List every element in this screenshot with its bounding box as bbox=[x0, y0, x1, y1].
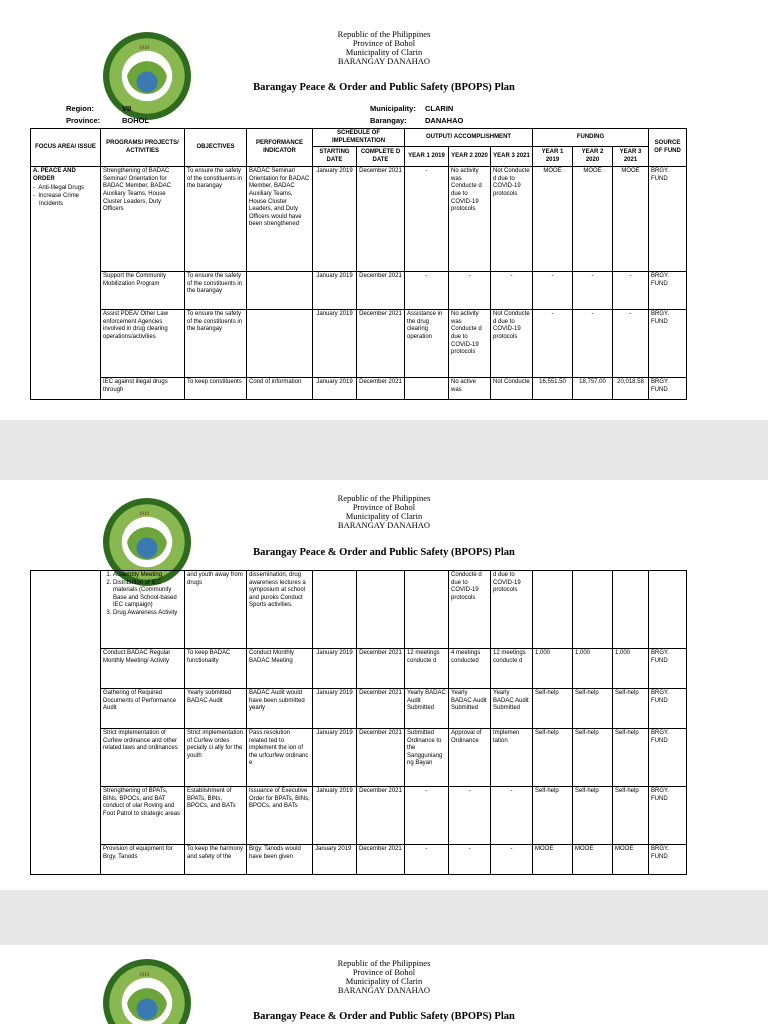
source-cell bbox=[649, 571, 687, 649]
indicator-cell: BADAC Audit would have been submitted yearly bbox=[247, 689, 313, 729]
program-cell: Strengthening of BADAC Seminar/ Orientation for BADAC Member, BADAC Auxiliary Teams, House Cluster Leaders, Duty Officers bbox=[101, 167, 185, 272]
municipality-label: Municipality: bbox=[370, 104, 416, 113]
output-y1-cell: - bbox=[405, 272, 449, 310]
indicator-cell: Issuance of Executive Order for BPATs, BINs, BPOCs, and BATs bbox=[247, 787, 313, 845]
focus-item: - Increase Crime Incidents bbox=[33, 192, 80, 207]
output-y3-cell: Not Conducte d due to COVID-19 protocols bbox=[491, 167, 533, 272]
indicator-cell: Brgy. Tanods would have been given bbox=[247, 845, 313, 875]
source-cell: BRGY. FUND bbox=[649, 167, 687, 272]
document-header bbox=[0, 494, 768, 530]
focus-item: - Anti-Illegal Drugs bbox=[33, 185, 85, 192]
funding-y3-cell: Self-help bbox=[613, 729, 649, 787]
output-y3-cell: - bbox=[491, 272, 533, 310]
col-funding-year1: YEAR 1 2019 bbox=[533, 147, 573, 167]
header-province: Province of Bohol bbox=[352, 38, 416, 48]
document-page-3 bbox=[0, 945, 768, 1024]
col-performance-indicator: PERFORMANCE INDICATOR bbox=[247, 129, 313, 167]
funding-y1-cell: Self-help bbox=[533, 729, 573, 787]
header-barangay: BARANGAY DANAHAO bbox=[337, 56, 431, 66]
program-cell: Conduct BADAC Regular Monthly Meeting/ Activity bbox=[101, 649, 185, 689]
objective-cell: Establishment of BPATs, BINs, BPOCs, and BATs bbox=[185, 787, 247, 845]
barangay-label: Barangay: bbox=[370, 116, 407, 125]
list-item: 1. Assembly Meeting bbox=[113, 572, 182, 580]
end-date-cell: December 2021 bbox=[357, 689, 405, 729]
funding-y1-cell bbox=[533, 571, 573, 649]
objective-cell: and youth away from drugs bbox=[185, 571, 247, 649]
objective-cell: Strict implementation of Curfew ordes pecially ci ally for the youth bbox=[185, 729, 247, 787]
bpops-plan-table bbox=[30, 128, 687, 400]
source-cell: BRGY. FUND bbox=[649, 649, 687, 689]
output-y2-cell: Conducte d due to COVID-19 protocols bbox=[449, 571, 491, 649]
start-date-cell: January 2019 bbox=[313, 310, 357, 378]
output-y1-cell: - bbox=[405, 845, 449, 875]
plan-title: Barangay Peace & Order and Public Safety (BPOPS) Plan bbox=[253, 1011, 515, 1022]
col-programs: PROGRAMS/ PROJECTS/ ACTIVITIES bbox=[101, 129, 185, 167]
page-gap bbox=[0, 890, 768, 945]
funding-y2-cell: Self-help bbox=[573, 689, 613, 729]
barangay-seal-logo: 1919 bbox=[103, 959, 191, 1024]
start-date-cell: January 2019 bbox=[313, 272, 357, 310]
plan-title: Barangay Peace & Order and Public Safety (BPOPS) Plan bbox=[253, 547, 515, 558]
table-row bbox=[31, 689, 687, 729]
output-y1-cell bbox=[405, 571, 449, 649]
funding-y2-cell: 1,000 bbox=[573, 649, 613, 689]
focus-area-cell bbox=[31, 167, 101, 400]
table-row bbox=[31, 310, 687, 378]
output-y3-cell: 12 meetings conducte d bbox=[491, 649, 533, 689]
funding-y2-cell: - bbox=[573, 310, 613, 378]
table-row bbox=[31, 167, 687, 272]
output-y1-cell: - bbox=[405, 167, 449, 272]
output-y1-cell: - bbox=[405, 787, 449, 845]
program-cell: IEC against illegal drugs through bbox=[101, 378, 185, 400]
indicator-cell bbox=[247, 272, 313, 310]
col-objectives: OBJECTIVES bbox=[185, 129, 247, 167]
start-date-cell: January 2019 bbox=[313, 378, 357, 400]
output-y2-cell: Yearly BADAC Audit Submitted bbox=[449, 689, 491, 729]
document-page-1 bbox=[0, 0, 768, 420]
end-date-cell: December 2021 bbox=[357, 649, 405, 689]
col-output: OUTPUT/ ACCOMPLISHMENT bbox=[405, 129, 533, 147]
barangay-value: DANAHAO bbox=[425, 116, 464, 125]
header-province: Province of Bohol bbox=[352, 967, 416, 977]
source-cell: BRGY. FUND bbox=[649, 310, 687, 378]
page-gap bbox=[0, 420, 768, 480]
indicator-cell: Cond of information bbox=[247, 378, 313, 400]
header-province: Province of Bohol bbox=[352, 502, 416, 512]
header-municipality: Municipality of Clarin bbox=[345, 511, 423, 521]
objective-cell: To ensure the safety of the constituents in the barangay bbox=[185, 167, 247, 272]
document-page-2 bbox=[0, 480, 768, 890]
funding-y2-cell bbox=[573, 571, 613, 649]
header-republic: Republic of the Philippines bbox=[337, 29, 431, 39]
output-y1-cell: Submitted Ordinance to the Sangguniang ng Bayan bbox=[405, 729, 449, 787]
table-row bbox=[31, 787, 687, 845]
output-y2-cell: - bbox=[449, 272, 491, 310]
table-row bbox=[31, 845, 687, 875]
program-cell: Gathering of Required Documents of Performance Audit bbox=[101, 689, 185, 729]
start-date-cell: January 2019 bbox=[313, 787, 357, 845]
objective-cell: To keep constituents bbox=[185, 378, 247, 400]
funding-y1-cell: MOOE bbox=[533, 845, 573, 875]
output-y3-cell: Implemen tation bbox=[491, 729, 533, 787]
province-row bbox=[66, 116, 149, 125]
end-date-cell: December 2021 bbox=[357, 272, 405, 310]
end-date-cell: December 2021 bbox=[357, 167, 405, 272]
output-y2-cell: 4 meetings conducted bbox=[449, 649, 491, 689]
col-output-year3: YEAR 3 2021 bbox=[491, 147, 533, 167]
indicator-cell: BADAC Seminar/ Orientation for BADAC Member, BADAC Auxiliary Teams, House Cluster Leaders, and Duty Officers would have been strengthened bbox=[247, 167, 313, 272]
funding-y3-cell: MOOE bbox=[613, 167, 649, 272]
header-municipality: Municipality of Clarin bbox=[345, 47, 423, 57]
table-row bbox=[31, 649, 687, 689]
funding-y1-cell: - bbox=[533, 272, 573, 310]
source-cell: BRGY. FUND bbox=[649, 272, 687, 310]
indicator-cell: dissemination, drug awareness lectures a symposium at school and puroks Conduct Sports activities. bbox=[247, 571, 313, 649]
col-schedule: SCHEDULE OF IMPLEMENTATION bbox=[313, 129, 405, 147]
source-cell: BRGY. FUND bbox=[649, 689, 687, 729]
header-barangay: BARANGAY DANAHAO bbox=[337, 985, 431, 995]
municipality-row bbox=[370, 104, 453, 113]
output-y2-cell: No activity was Conducte d due to COVID-19 protocols bbox=[449, 310, 491, 378]
province-value: BOHOL bbox=[122, 116, 150, 125]
col-starting-date: STARTING DATE bbox=[313, 147, 357, 167]
end-date-cell: December 2021 bbox=[357, 729, 405, 787]
funding-y2-cell: 18,757.00 bbox=[573, 378, 613, 400]
end-date-cell: December 2021 bbox=[357, 787, 405, 845]
source-cell: BRGY. FUND bbox=[649, 787, 687, 845]
funding-y1-cell: - bbox=[533, 310, 573, 378]
funding-y1-cell: 16,551.50 bbox=[533, 378, 573, 400]
output-y2-cell: - bbox=[449, 787, 491, 845]
program-cell bbox=[101, 571, 185, 649]
funding-y3-cell: 1,000 bbox=[613, 649, 649, 689]
indicator-cell: Conduct Monthly BADAC Meeting bbox=[247, 649, 313, 689]
table-row bbox=[31, 272, 687, 310]
objective-cell: To ensure the safety of the constituents in the barangay bbox=[185, 310, 247, 378]
region-label: Region: bbox=[66, 104, 94, 113]
plan-title: Barangay Peace & Order and Public Safety (BPOPS) Plan bbox=[253, 82, 515, 93]
funding-y3-cell: MOOE bbox=[613, 845, 649, 875]
document-header bbox=[0, 959, 768, 995]
indicator-cell: Pass resolution related ted to implement the ion of the urfcurfew ordinanc e bbox=[247, 729, 313, 787]
objective-cell: To ensure the safety of the constituents in the barangay bbox=[185, 272, 247, 310]
objective-cell: To keep BADAC functionality bbox=[185, 649, 247, 689]
barangay-row bbox=[370, 116, 463, 125]
end-date-cell: December 2021 bbox=[357, 378, 405, 400]
objective-cell: Yearly submitted BADAC Audit bbox=[185, 689, 247, 729]
output-y1-cell: Yearly BADAC Audit Submitted bbox=[405, 689, 449, 729]
header-republic: Republic of the Philippines bbox=[337, 958, 431, 968]
document-header bbox=[0, 30, 768, 66]
col-funding-year2: YEAR 2 2020 bbox=[573, 147, 613, 167]
funding-y2-cell: Self-help bbox=[573, 729, 613, 787]
output-y3-cell: Not Conducte bbox=[491, 378, 533, 400]
objective-cell: To keep the harmony and safety of the bbox=[185, 845, 247, 875]
funding-y2-cell: MOOE bbox=[573, 845, 613, 875]
col-completed-date: COMPLETE D DATE bbox=[357, 147, 405, 167]
indicator-cell bbox=[247, 310, 313, 378]
funding-y3-cell: 20,018.58 bbox=[613, 378, 649, 400]
output-y1-cell: Assistance in the drug clearing operation bbox=[405, 310, 449, 378]
output-y3-cell: Yearly BADAC Audit Submitted bbox=[491, 689, 533, 729]
funding-y2-cell: Self-help bbox=[573, 787, 613, 845]
table-row bbox=[31, 729, 687, 787]
end-date-cell bbox=[357, 571, 405, 649]
source-cell: BRGY. FUND bbox=[649, 845, 687, 875]
end-date-cell: December 2021 bbox=[357, 310, 405, 378]
output-y3-cell: - bbox=[491, 845, 533, 875]
start-date-cell: January 2019 bbox=[313, 845, 357, 875]
output-y2-cell: No active was bbox=[449, 378, 491, 400]
source-cell: BRGY. FUND bbox=[649, 378, 687, 400]
list-item: 3. Drug Awareness Activity bbox=[113, 610, 182, 618]
province-label: Province: bbox=[66, 116, 101, 125]
funding-y1-cell: MOOE bbox=[533, 167, 573, 272]
col-output-year1: YEAR 1 2019 bbox=[405, 147, 449, 167]
start-date-cell: January 2019 bbox=[313, 729, 357, 787]
funding-y1-cell: 1,000 bbox=[533, 649, 573, 689]
funding-y3-cell: Self-help bbox=[613, 787, 649, 845]
program-cell: Strict implementation of Curfew ordinance and other related laws and ordinances bbox=[101, 729, 185, 787]
header-municipality: Municipality of Clarin bbox=[345, 976, 423, 986]
table-row bbox=[31, 571, 687, 649]
header-republic: Republic of the Philippines bbox=[337, 493, 431, 503]
funding-y3-cell bbox=[613, 571, 649, 649]
output-y3-cell: - bbox=[491, 787, 533, 845]
table-row bbox=[31, 378, 687, 400]
col-funding: FUNDING bbox=[533, 129, 649, 147]
col-output-year2: YEAR 2 2020 bbox=[449, 147, 491, 167]
bpops-plan-table-continued bbox=[30, 570, 687, 875]
output-y1-cell bbox=[405, 378, 449, 400]
start-date-cell: January 2019 bbox=[313, 167, 357, 272]
col-funding-year3: YEAR 3 2021 bbox=[613, 147, 649, 167]
output-y2-cell: Approval of Ordinance bbox=[449, 729, 491, 787]
list-item: 2. Distribution of IEC materials (Community Base and School-based IEC campaign) bbox=[113, 580, 182, 610]
start-date-cell bbox=[313, 571, 357, 649]
col-source-of-fund: SOURCE OF FUND bbox=[649, 129, 687, 167]
output-y2-cell: No activity was Conducte d due to COVID-19 protocols bbox=[449, 167, 491, 272]
focus-area-title: A. PEACE AND ORDER bbox=[33, 168, 76, 182]
region-row bbox=[66, 104, 131, 113]
program-cell: Strengthening of BPATs, BINs, BPOCs, and BAT conduct of ular Roving and Foot Patrol to strategic areas bbox=[101, 787, 185, 845]
barangay-seal-logo: 1919 bbox=[103, 32, 191, 120]
region-value: VII bbox=[122, 104, 132, 113]
focus-area-cell bbox=[31, 571, 101, 875]
start-date-cell: January 2019 bbox=[313, 649, 357, 689]
output-y3-cell: d due to COVID-19 protocols bbox=[491, 571, 533, 649]
funding-y3-cell: - bbox=[613, 310, 649, 378]
barangay-seal-logo: 1919 bbox=[103, 498, 191, 586]
output-y2-cell: - bbox=[449, 845, 491, 875]
funding-y1-cell: Self-help bbox=[533, 787, 573, 845]
funding-y2-cell: - bbox=[573, 272, 613, 310]
program-cell: Support the Community Mobilization Program bbox=[101, 272, 185, 310]
funding-y1-cell: Self-help bbox=[533, 689, 573, 729]
col-focus-area: FOCUS AREA/ ISSUE bbox=[31, 129, 101, 167]
end-date-cell: December 2021 bbox=[357, 845, 405, 875]
program-cell: Assist PDEA/ Other Law enforcement Agencies involved in drug clearing operations/activities bbox=[101, 310, 185, 378]
program-cell: Provision of equipment for Brgy. Tanods bbox=[101, 845, 185, 875]
funding-y2-cell: MOOE bbox=[573, 167, 613, 272]
funding-y3-cell: Self-help bbox=[613, 689, 649, 729]
output-y3-cell: Not Conducte d due to COVID-19 protocols bbox=[491, 310, 533, 378]
start-date-cell: January 2019 bbox=[313, 689, 357, 729]
output-y1-cell: 12 meetings conducte d bbox=[405, 649, 449, 689]
source-cell: BRGY. FUND bbox=[649, 729, 687, 787]
header-barangay: BARANGAY DANAHAO bbox=[337, 520, 431, 530]
funding-y3-cell: - bbox=[613, 272, 649, 310]
municipality-value: CLARIN bbox=[425, 104, 454, 113]
